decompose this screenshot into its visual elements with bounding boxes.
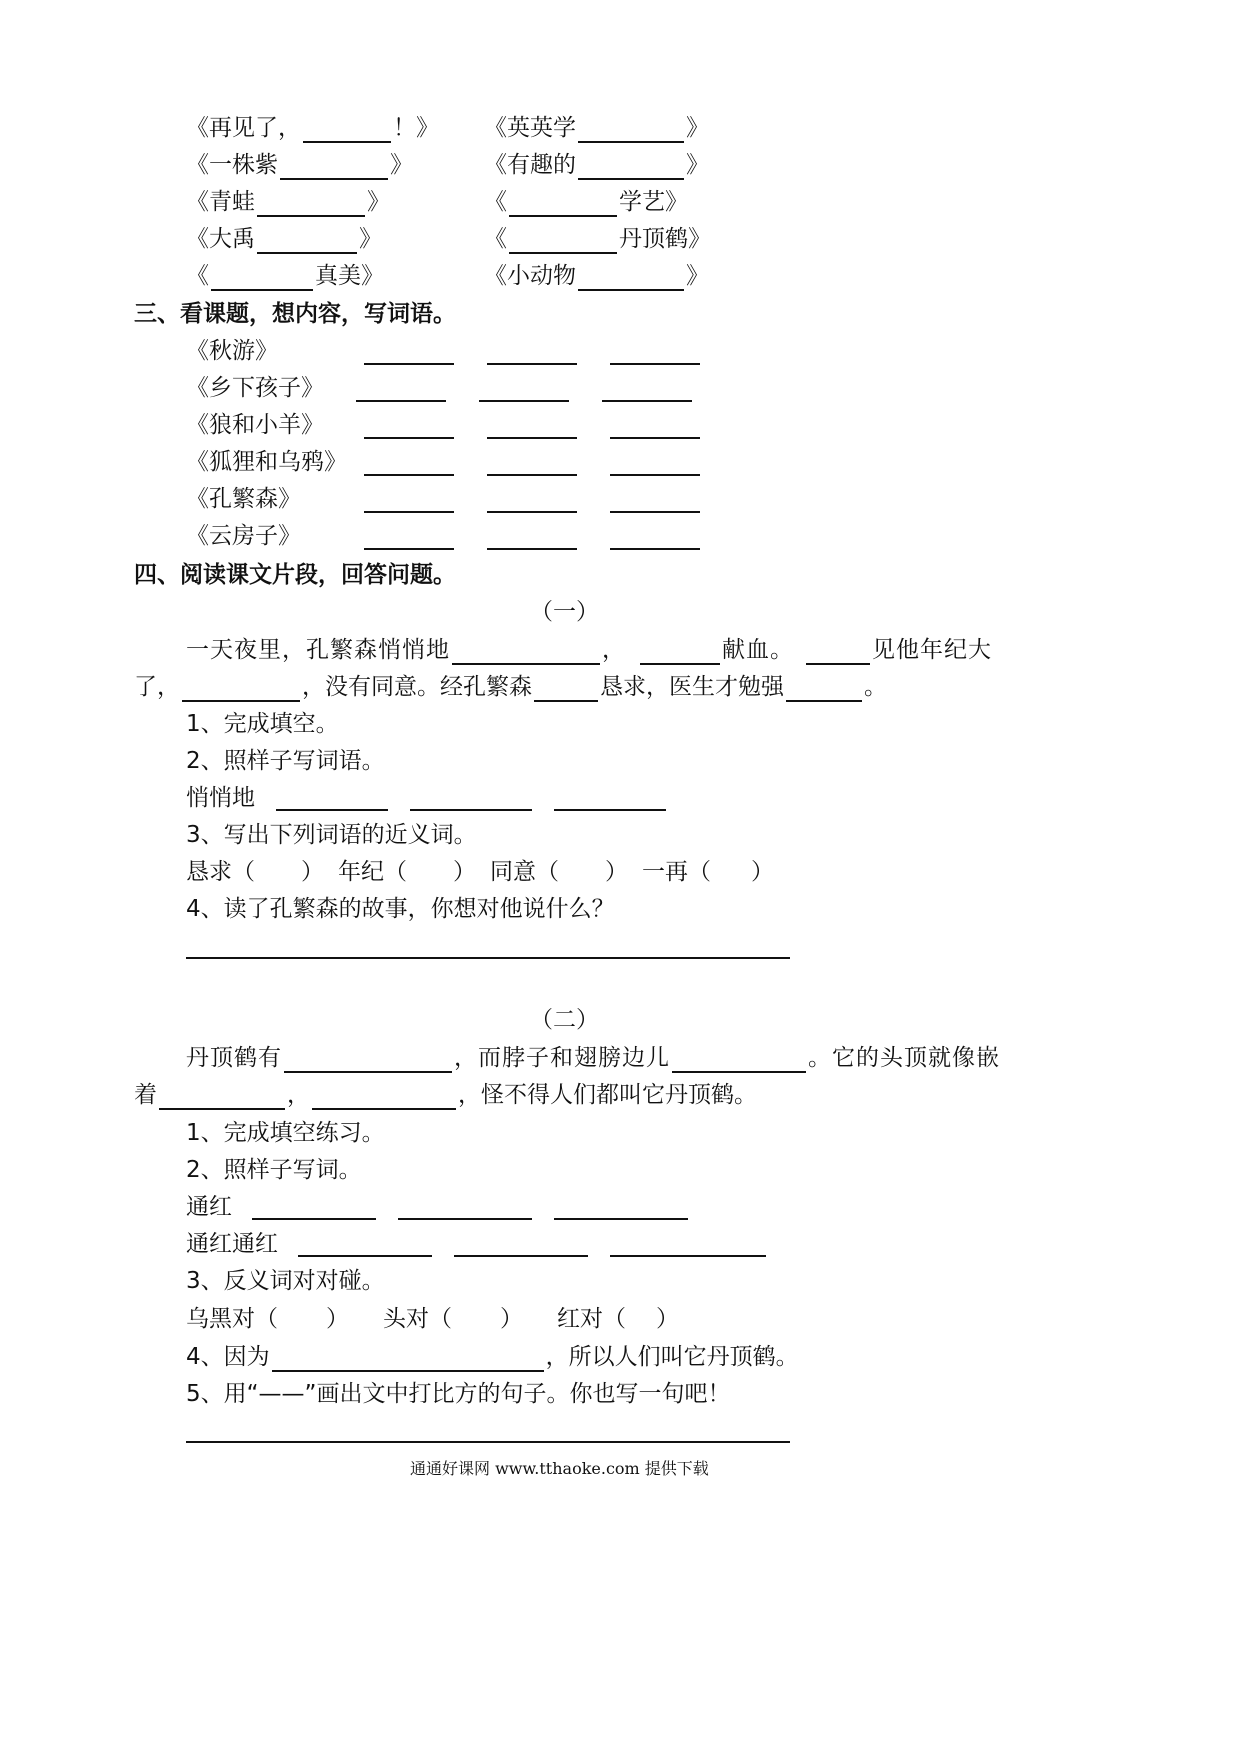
- blank[interactable]: [312, 1084, 456, 1110]
- answer-line[interactable]: [487, 363, 577, 365]
- part1-paragraph-line1: 一天夜里，孔繁森悄悄地 ， 献血。 见他年纪大: [186, 637, 992, 663]
- part2-q2: 2、照样子写词。: [186, 1157, 362, 1183]
- blank[interactable]: [280, 154, 388, 180]
- title-lang: 《狼和小羊》: [186, 412, 324, 438]
- part1-q2-example: 悄悄地: [186, 785, 255, 811]
- answer-line[interactable]: [276, 809, 388, 811]
- blank[interactable]: [640, 639, 720, 665]
- blank[interactable]: [159, 1084, 285, 1110]
- part1-q3: 3、写出下列词语的近义词。: [186, 822, 477, 848]
- blank[interactable]: [303, 117, 391, 143]
- blank[interactable]: [257, 228, 357, 254]
- left-item-1: 《再见了， ！》: [186, 115, 439, 141]
- answer-line[interactable]: [610, 437, 700, 439]
- blank[interactable]: [578, 117, 684, 143]
- answer-line[interactable]: [610, 548, 700, 550]
- title-xiangxia: 《乡下孩子》: [186, 375, 324, 401]
- part1-q4: 4、读了孔繁森的故事，你想对他说什么？: [186, 896, 615, 922]
- right-item-1: 《英英学 》: [484, 115, 709, 141]
- part2-q3: 3、反义词对对碰。: [186, 1268, 385, 1294]
- part2-q4: 4、因为 ，所以人们叫它丹顶鹤。: [186, 1344, 799, 1370]
- answer-line[interactable]: [364, 511, 454, 513]
- answer-line[interactable]: [410, 809, 532, 811]
- part2-paragraph-line1: 丹顶鹤有 ，而脖子和翅膀边儿 。它的头顶就像嵌: [186, 1045, 1000, 1071]
- answer-line[interactable]: [252, 1218, 376, 1220]
- answer-line[interactable]: [298, 1255, 432, 1257]
- blank[interactable]: [578, 265, 684, 291]
- left-item-2: 《一株紫 》: [186, 152, 413, 178]
- blank[interactable]: [786, 676, 862, 702]
- answer-line[interactable]: [479, 400, 569, 402]
- blank[interactable]: [257, 191, 365, 217]
- left-item-5: 《 真美》: [186, 263, 384, 289]
- right-item-4: 《 丹顶鹤》: [484, 226, 711, 252]
- answer-line[interactable]: [610, 363, 700, 365]
- answer-line[interactable]: [398, 1218, 532, 1220]
- blank[interactable]: [182, 676, 300, 702]
- answer-line[interactable]: [554, 809, 666, 811]
- part1-q2: 2、照样子写词语。: [186, 748, 385, 774]
- part2-paragraph-line2: 着 ， ，怪不得人们都叫它丹顶鹤。: [134, 1082, 757, 1108]
- right-item-2: 《有趣的 》: [484, 152, 709, 178]
- title-qiuyou: 《秋游》: [186, 338, 278, 364]
- blank[interactable]: [509, 191, 617, 217]
- blank[interactable]: [578, 154, 684, 180]
- part2-example1: 通红: [186, 1194, 232, 1220]
- blank[interactable]: [452, 639, 600, 665]
- answer-line[interactable]: [454, 1255, 588, 1257]
- part2-q5: 5、用“——”画出文中打比方的句子。你也写一句吧！: [186, 1381, 731, 1407]
- blank[interactable]: [211, 265, 313, 291]
- answer-line[interactable]: [487, 548, 577, 550]
- blank[interactable]: [284, 1047, 452, 1073]
- blank[interactable]: [534, 676, 598, 702]
- answer-line[interactable]: [487, 474, 577, 476]
- part1-q1: 1、完成填空。: [186, 711, 339, 737]
- answer-line[interactable]: [610, 511, 700, 513]
- blank[interactable]: [509, 228, 617, 254]
- part2-example2: 通红通红: [186, 1231, 278, 1257]
- right-item-3: 《 学艺》: [484, 189, 688, 215]
- section3-heading: 三、看课题，想内容，写词语。: [134, 301, 456, 327]
- part2-q3-items: 乌黑对（ ） 头对（ ） 红对（ ）: [186, 1306, 679, 1332]
- answer-line[interactable]: [364, 363, 454, 365]
- title-huli: 《狐狸和乌鸦》: [186, 449, 347, 475]
- answer-line[interactable]: [487, 437, 577, 439]
- answer-line[interactable]: [364, 474, 454, 476]
- part2-label: （二）: [530, 1007, 599, 1033]
- answer-line[interactable]: [602, 400, 692, 402]
- answer-line[interactable]: [554, 1218, 688, 1220]
- right-item-5: 《小动物 》: [484, 263, 709, 289]
- footer-source: 通通好课网 www.tthaoke.com 提供下载: [410, 1459, 709, 1478]
- answer-line[interactable]: [610, 1255, 766, 1257]
- blank[interactable]: [272, 1346, 544, 1372]
- title-yunfangzi: 《云房子》: [186, 523, 301, 549]
- part1-paragraph-line2: 了， ，没有同意。经孔繁森 恳求，医生才勉强 。: [134, 674, 887, 700]
- left-item-3: 《青蛙 》: [186, 189, 390, 215]
- answer-line[interactable]: [364, 437, 454, 439]
- blank[interactable]: [672, 1047, 806, 1073]
- answer-line[interactable]: [610, 474, 700, 476]
- answer-line[interactable]: [487, 511, 577, 513]
- answer-line[interactable]: [186, 957, 790, 959]
- blank[interactable]: [806, 639, 870, 665]
- answer-line[interactable]: [186, 1441, 790, 1443]
- title-kongfansen: 《孔繁森》: [186, 486, 301, 512]
- part2-q1: 1、完成填空练习。: [186, 1120, 385, 1146]
- section4-heading: 四、阅读课文片段，回答问题。: [134, 562, 456, 588]
- answer-line[interactable]: [364, 548, 454, 550]
- part1-label: （一）: [530, 599, 599, 625]
- part1-q3-items: 恳求（ ） 年纪（ ） 同意（ ） 一再（ ）: [186, 859, 774, 885]
- left-item-4: 《大禹 》: [186, 226, 382, 252]
- answer-line[interactable]: [356, 400, 446, 402]
